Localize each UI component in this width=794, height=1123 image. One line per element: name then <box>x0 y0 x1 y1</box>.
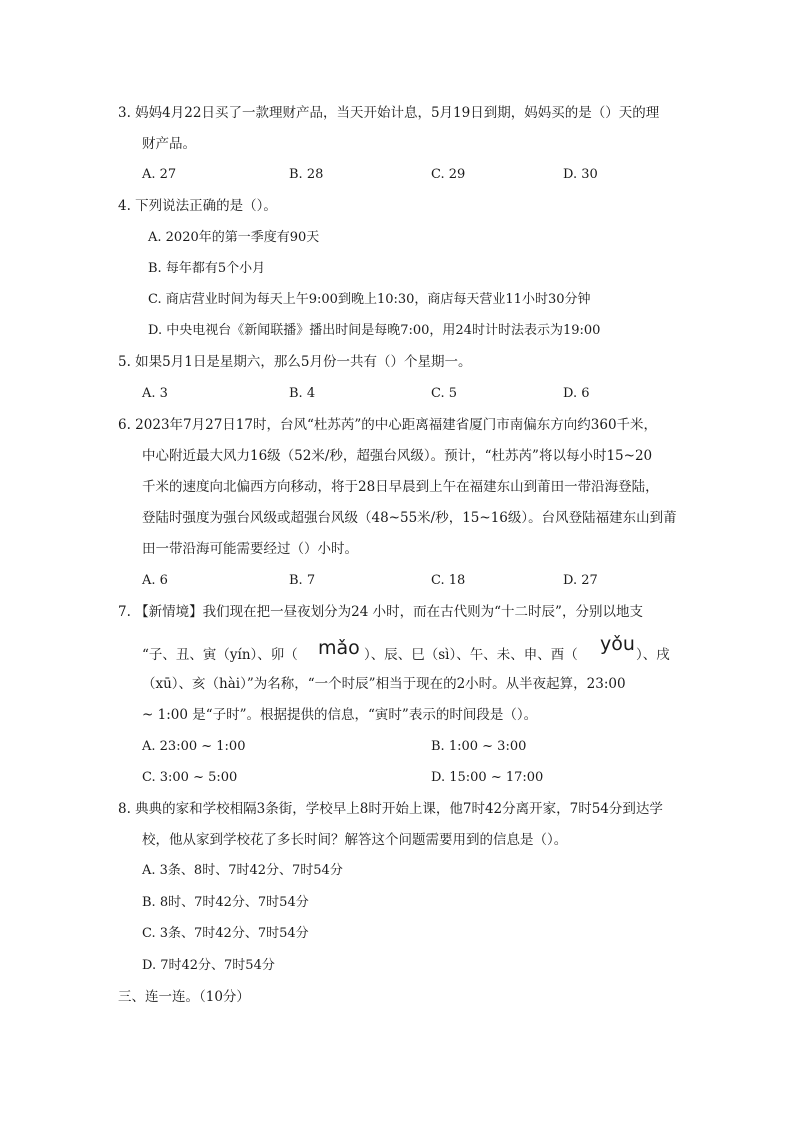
question-4-option-a[interactable]: A. 2020年的第一季度有90天 <box>148 230 320 245</box>
question-8-line-1: 8. 典典的家和学校相隔3条街，学校早上8时开始上课，他7时42分离开家，7时54分到达学 <box>118 801 663 817</box>
question-6-line-3: 千米的速度向北偏西方向移动，将于28日早晨到上午在福建东山到莆田一带沿海登陆， <box>142 479 659 495</box>
question-6-line-4: 登陆时强度为强台风级或超强台风级（48~55米/秒，15~16级）。台风登陆福建东山到莆 <box>142 510 677 526</box>
question-5-option-b[interactable]: B. 4 <box>289 386 316 401</box>
question-3-line-2: 财产品。 <box>142 136 196 152</box>
question-7-line-1: 7. 【新情境】我们现在把一昼夜划分为24 小时，而在古代则为“十二时辰”，分别以地支 <box>118 604 643 620</box>
section-heading: 三、连一连。（10分） <box>118 989 250 1005</box>
question-7-line-2a: “子、丑、寅（yín）、卯（ <box>142 647 298 663</box>
question-6-line-1: 6. 2023年7月27日17时，台风“杜苏芮”的中心距离福建省厦门市南偏东方向约360千米， <box>118 417 658 433</box>
question-7-line-3: （xū）、亥（hài）”为名称，“一个时辰”相当于现在的2小时。从半夜起算，23:00 <box>142 676 626 692</box>
question-3-option-d[interactable]: D. 30 <box>563 167 598 182</box>
question-5-option-d[interactable]: D. 6 <box>563 386 590 401</box>
question-7-line-2c: ）、戌 <box>636 647 670 663</box>
pinyin-you: yǒu <box>600 633 635 655</box>
question-6-option-b[interactable]: B. 7 <box>289 573 316 588</box>
question-7-option-b[interactable]: B. 1:00 ~ 3:00 <box>431 739 527 754</box>
question-6-option-a[interactable]: A. 6 <box>142 573 168 588</box>
question-7-line-4: ~ 1:00 是“子时”。根据提供的信息，“寅时”表示的时间段是（）。 <box>142 707 538 723</box>
question-4-option-d[interactable]: D. 中央电视台《新闻联播》播出时间是每晚7:00，用24时计时法表示为19:00 <box>148 323 601 338</box>
question-7-option-c[interactable]: C. 3:00 ~ 5:00 <box>142 770 238 785</box>
question-6-line-5: 田一带沿海可能需要经过（）小时。 <box>142 541 358 557</box>
question-6-option-d[interactable]: D. 27 <box>563 573 598 588</box>
question-3-line-1: 3. 妈妈4月22日买了一款理财产品，当天开始计息，5月19日到期，妈妈买的是（）天的理 <box>118 105 660 121</box>
question-3-option-a[interactable]: A. 27 <box>142 167 177 182</box>
question-8-option-c[interactable]: C. 3条、7时42分、7时54分 <box>142 926 309 941</box>
question-8-option-d[interactable]: D. 7时42分、7时54分 <box>142 958 275 973</box>
question-5-option-a[interactable]: A. 3 <box>142 386 168 401</box>
question-4-option-c[interactable]: C. 商店营业时间为每天上午9:00到晚上10:30，商店每天营业11小时30分钟 <box>148 292 591 307</box>
question-8-line-2: 校，他从家到学校花了多长时间？解答这个问题需要用到的信息是（）。 <box>142 832 568 848</box>
question-6-option-c[interactable]: C. 18 <box>431 573 466 588</box>
question-5-option-c[interactable]: C. 5 <box>431 386 458 401</box>
question-7-option-a[interactable]: A. 23:00 ~ 1:00 <box>142 739 246 754</box>
question-4-line-1: 4. 下列说法正确的是（）。 <box>118 198 277 214</box>
question-3-option-c[interactable]: C. 29 <box>431 167 466 182</box>
question-7-line-2b: ）、辰、巳（sì）、午、未、申、酉（ <box>364 647 578 663</box>
question-7-option-d[interactable]: D. 15:00 ~ 17:00 <box>431 770 544 785</box>
question-8-option-b[interactable]: B. 8时、7时42分、7时54分 <box>142 895 309 910</box>
question-3-option-b[interactable]: B. 28 <box>289 167 324 182</box>
question-8-option-a[interactable]: A. 3条、8时、7时42分、7时54分 <box>142 863 343 878</box>
question-4-option-b[interactable]: B. 每年都有5个小月 <box>148 261 266 276</box>
question-5-line-1: 5. 如果5月1日是星期六，那么5月份一共有（）个星期一。 <box>118 354 472 370</box>
pinyin-mao: mǎo <box>318 637 360 659</box>
question-6-line-2: 中心附近最大风力16级（52米/秒，超强台风级）。预计，“杜苏芮”将以每小时15~20 <box>142 448 653 464</box>
